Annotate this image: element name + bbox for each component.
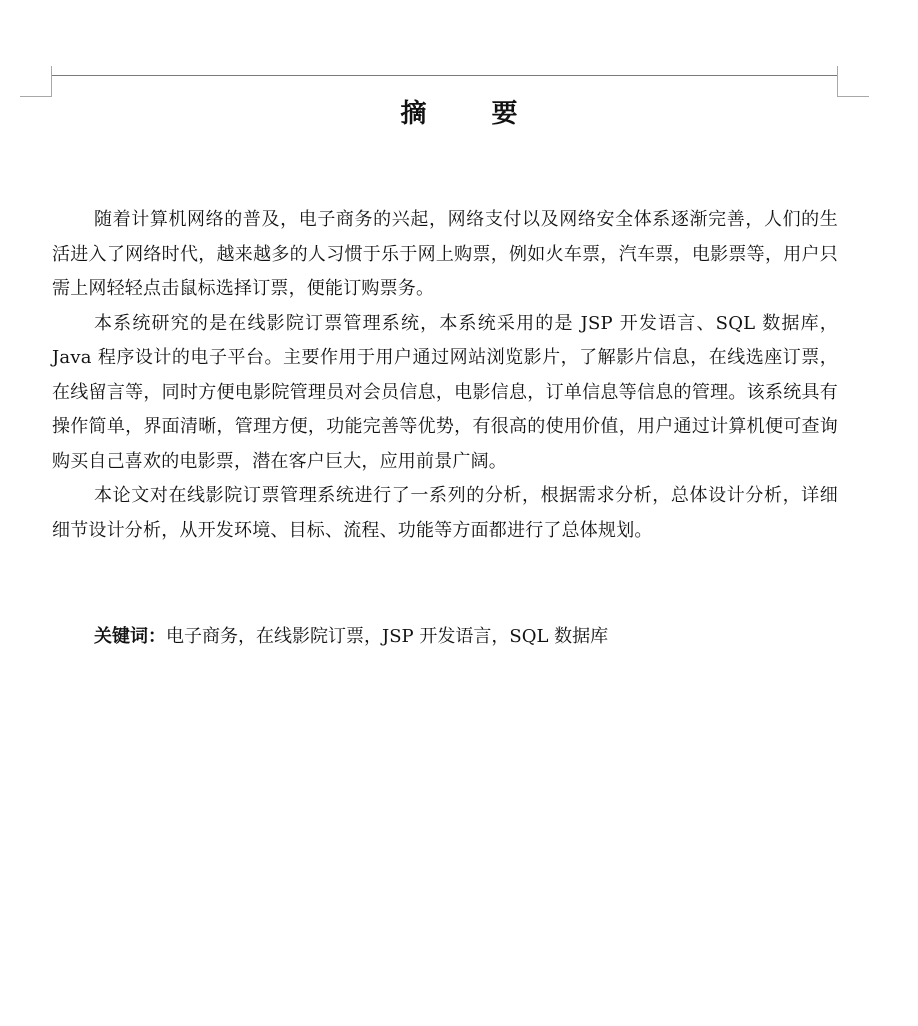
- page-title: 摘 要: [400, 99, 546, 129]
- abstract-paragraph-3: 本论文对在线影院订票管理系统进行了一系列的分析，根据需求分析，总体设计分析，详细细节设计分析，从开发环境、目标、流程、功能等方面都进行了总体规划。: [52, 485, 838, 541]
- abstract-paragraph-2: 本系统研究的是在线影院订票管理系统，本系统采用的是 JSP 开发语言、SQL 数据库，Java 程序设计的电子平台。主要作用于用户通过网站浏览影片，了解影片信息，在线选座订票，在线留言等，同时方便电影院管理员对会员信息，电影信息，订单信息等信息的管理。该系统具有操作简单，界面清晰，管理方便，功能完善等优势，有很高的使用价值，用户通过计算机便可查询购买自己喜欢的电影票，潜在客户巨大，应用前景广阔。: [52, 312, 838, 472]
- keywords-label: 关键词：: [94, 626, 166, 647]
- crop-mark-top-right-vertical: [837, 66, 838, 96]
- abstract-body: [52, 203, 838, 548]
- keywords-line: [94, 620, 838, 654]
- abstract-paragraph-1: 随着计算机网络的普及，电子商务的兴起，网络支付以及网络安全体系逐渐完善，人们的生活进入了网络时代，越来越多的人习惯于乐于网上购票，例如火车票，汽车票，电影票等，用户只需上网轻轻点击鼠标选择订票，便能订购票务。: [52, 209, 838, 299]
- crop-mark-top-left-vertical: [51, 66, 52, 96]
- header-rule: [52, 75, 838, 76]
- keywords-text: 电子商务，在线影院订票，JSP 开发语言，SQL 数据库: [166, 626, 609, 647]
